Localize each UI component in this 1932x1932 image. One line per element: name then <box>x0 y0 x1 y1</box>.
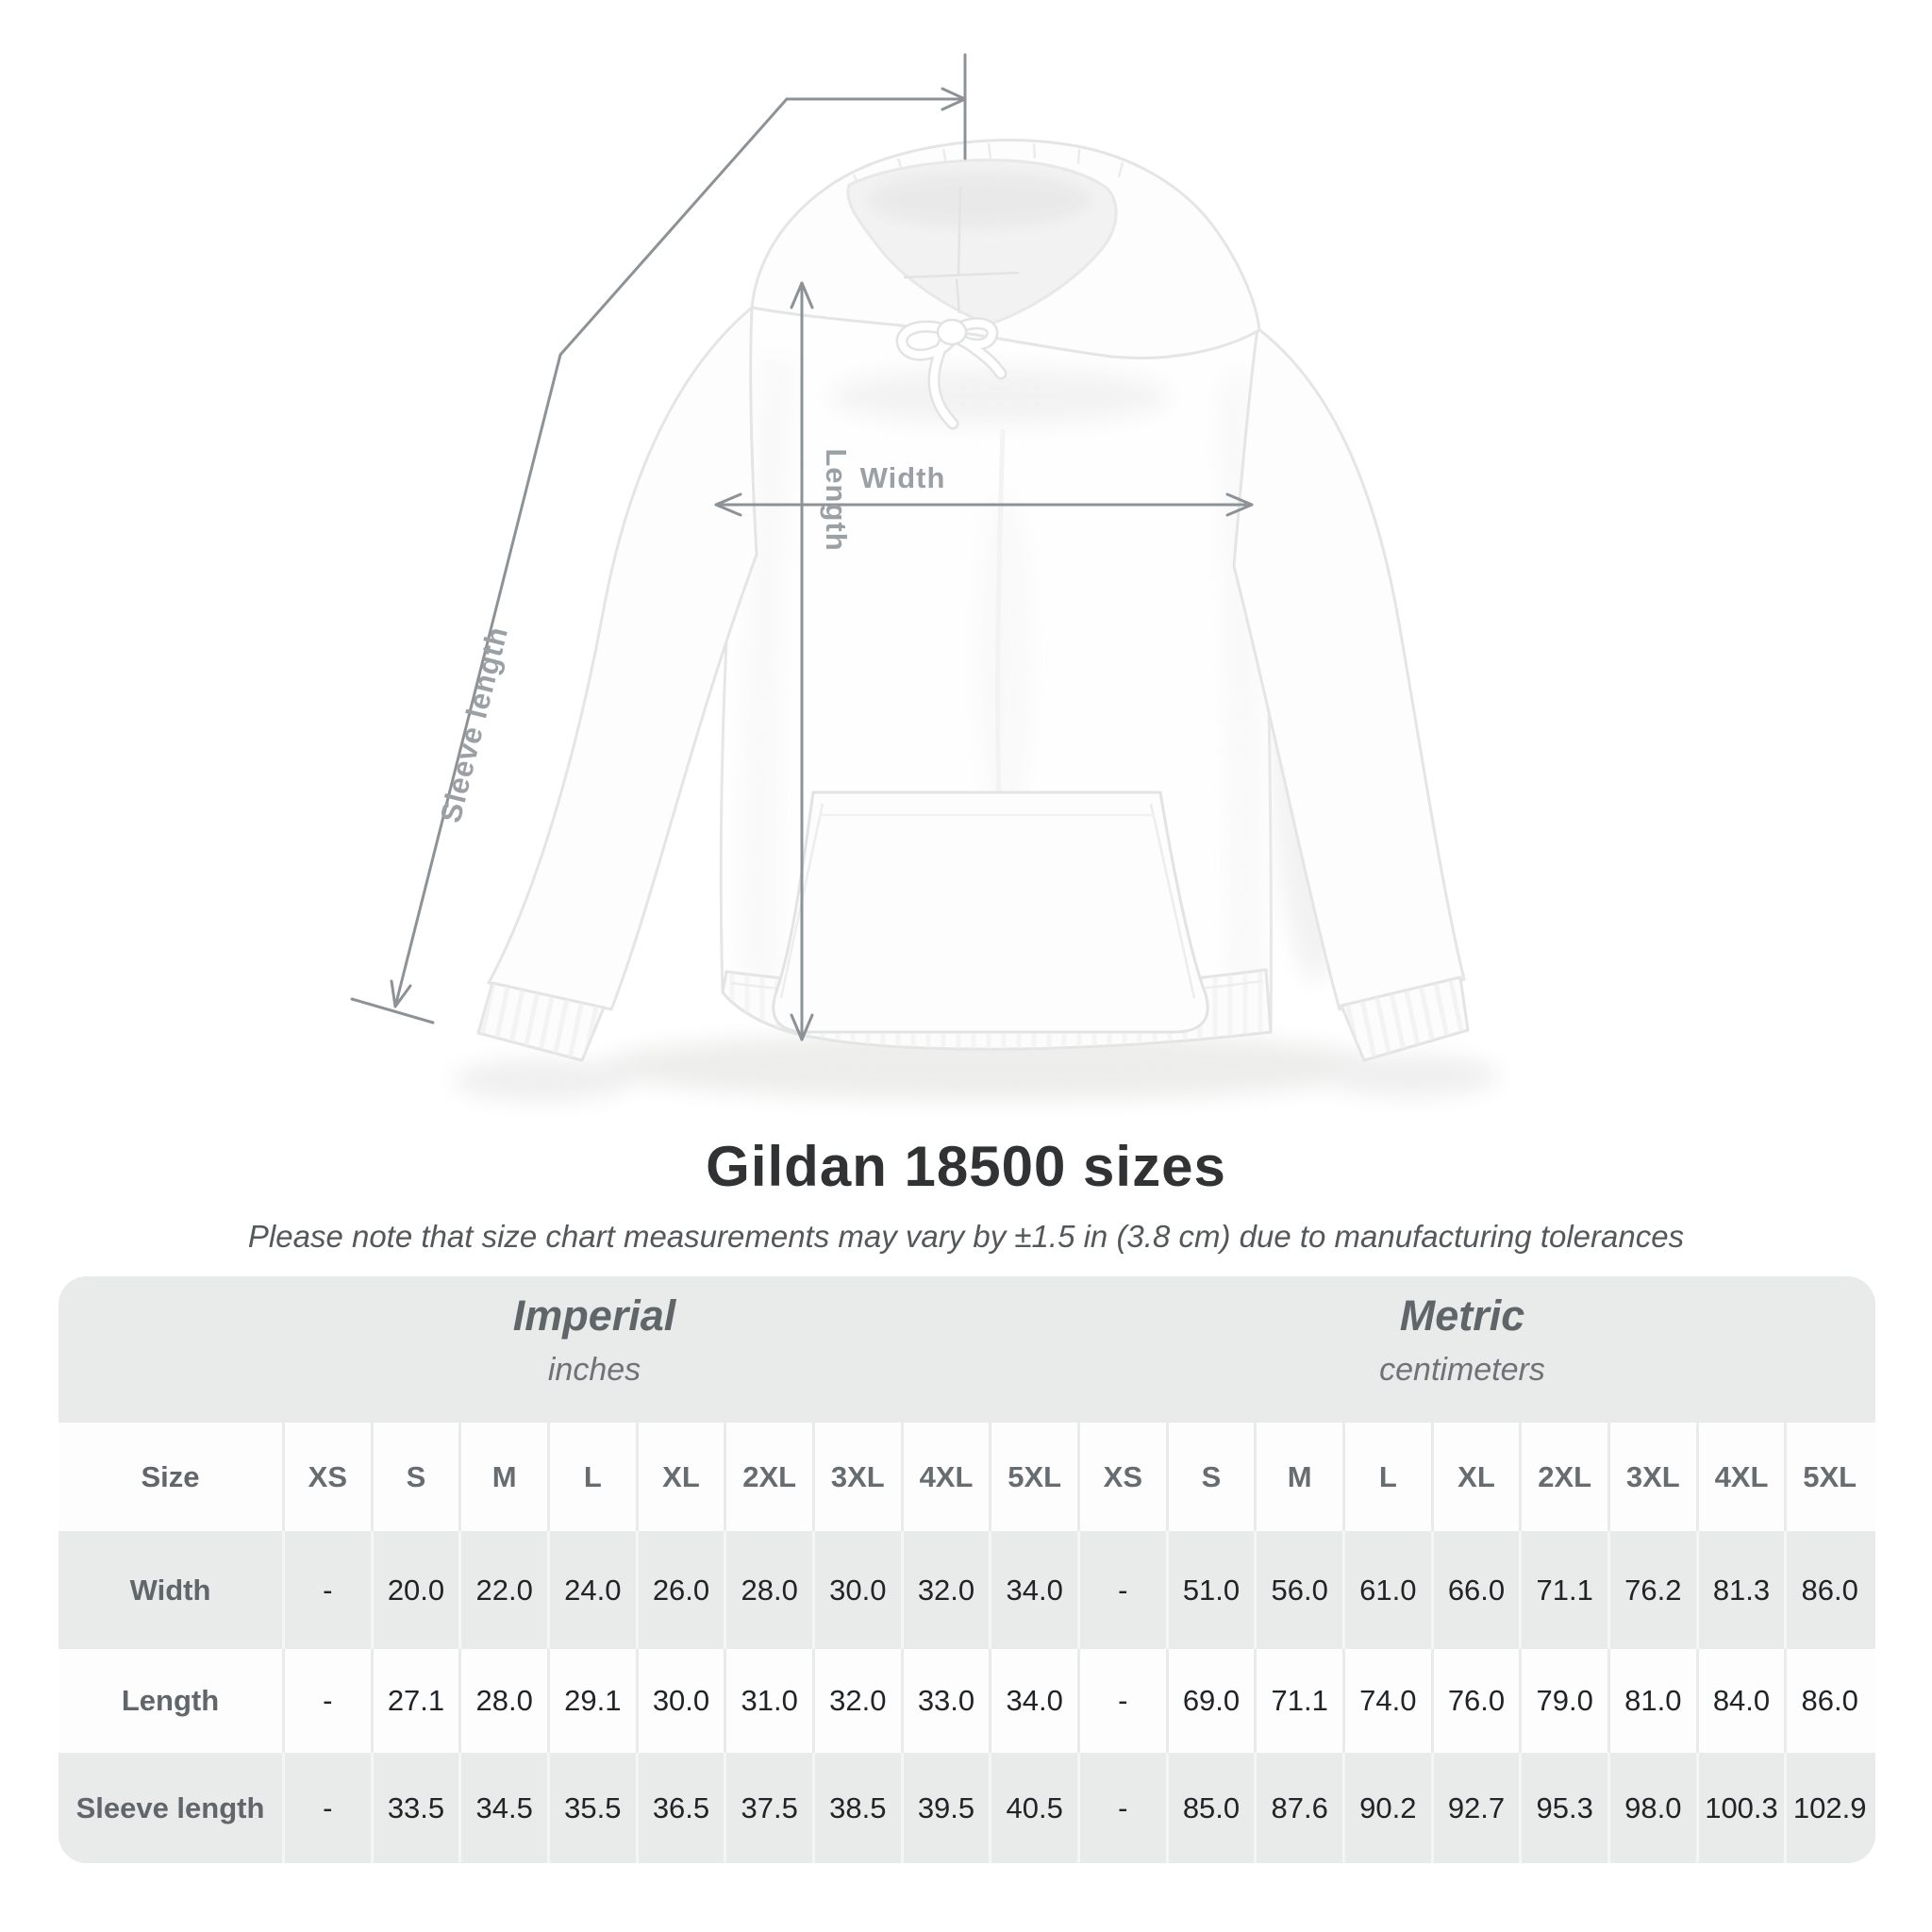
metric-size-col-xl: XL <box>1434 1423 1523 1531</box>
kangaroo-pocket <box>774 792 1208 1032</box>
table-cell: 90.2 <box>1345 1753 1434 1863</box>
table-cell: 81.0 <box>1610 1649 1699 1753</box>
table-cell: - <box>285 1531 374 1649</box>
table-cell: 33.5 <box>374 1753 462 1863</box>
metric-group-header <box>1379 1291 1545 1389</box>
table-cell: 27.1 <box>374 1649 462 1753</box>
row-label: Sleeve length <box>58 1753 285 1863</box>
table-cell: 71.1 <box>1257 1649 1345 1753</box>
table-cell: 86.0 <box>1801 1684 1858 1717</box>
imperial-size-col-4xl: 4XL <box>904 1423 992 1531</box>
table-cell: 31.0 <box>726 1649 815 1753</box>
table-cell: 76.2 <box>1610 1531 1699 1649</box>
table-cell: 102.9 <box>1792 1790 1867 1824</box>
imperial-size-col-2xl: 2XL <box>726 1423 815 1531</box>
table-cell: 30.0 <box>639 1649 727 1753</box>
table-cell: 74.0 <box>1345 1649 1434 1753</box>
table-cell: 66.0 <box>1434 1531 1523 1649</box>
metric-size-col-xs: XS <box>1080 1423 1169 1531</box>
table-cell: 98.0 <box>1610 1753 1699 1863</box>
table-cell: 95.3 <box>1522 1753 1610 1863</box>
table-cell: 28.0 <box>461 1649 550 1753</box>
table-cell: 76.0 <box>1434 1649 1523 1753</box>
table-cell: 22.0 <box>461 1531 550 1649</box>
table-cell: 38.5 <box>815 1753 904 1863</box>
imperial-size-col-l: L <box>550 1423 639 1531</box>
table-cell: 36.5 <box>639 1753 727 1863</box>
table-cell: 34.5 <box>461 1753 550 1863</box>
imperial-label: Imperial <box>512 1291 676 1340</box>
table-cell: 79.0 <box>1522 1649 1610 1753</box>
sleeve-length-annotation-label: Sleeve length <box>433 623 515 826</box>
table-cell: 84.0 <box>1699 1649 1788 1753</box>
table-cell: - <box>285 1753 374 1863</box>
table-cell: 34.0 <box>991 1531 1080 1649</box>
table-row-length <box>58 1649 1875 1753</box>
table-cell: 37.5 <box>726 1753 815 1863</box>
metric-size-col-s: S <box>1169 1423 1257 1531</box>
table-header-row <box>58 1423 1875 1531</box>
table-cell: 100.3 <box>1699 1753 1788 1863</box>
table-cell: - <box>1080 1649 1169 1753</box>
table-cell: 85.0 <box>1169 1753 1257 1863</box>
imperial-size-col-5xl: 5XL <box>991 1423 1080 1531</box>
table-cell: 86.0 <box>1801 1573 1858 1607</box>
table-cell: 34.0 <box>991 1649 1080 1753</box>
metric-unit-label: centimeters <box>1379 1352 1545 1388</box>
table-cell: - <box>285 1649 374 1753</box>
metric-size-col-l: L <box>1345 1423 1434 1531</box>
table-cell: 29.1 <box>550 1649 639 1753</box>
imperial-size-col-s: S <box>374 1423 462 1531</box>
metric-size-col-2xl: 2XL <box>1522 1423 1610 1531</box>
table-cell: 81.3 <box>1699 1531 1788 1649</box>
table-cell: 71.1 <box>1522 1531 1610 1649</box>
table-cell: - <box>1080 1531 1169 1649</box>
imperial-size-col-3xl: 3XL <box>815 1423 904 1531</box>
imperial-group-header <box>513 1291 676 1389</box>
imperial-unit-label: inches <box>547 1352 641 1388</box>
table-cell: 26.0 <box>639 1531 727 1649</box>
unit-group-band <box>58 1276 1875 1423</box>
metric-size-col-4xl: 4XL <box>1699 1423 1788 1531</box>
table-cell: 32.0 <box>904 1531 992 1649</box>
table-cell: - <box>1080 1753 1169 1863</box>
table-cell: 39.5 <box>904 1753 992 1863</box>
table-cell: 40.5 <box>991 1753 1080 1863</box>
table-cell: 32.0 <box>815 1649 904 1753</box>
table-row-sleeve-length <box>58 1753 1875 1863</box>
size-table <box>58 1276 1875 1863</box>
table-cell: 28.0 <box>726 1531 815 1649</box>
table-cell: 69.0 <box>1169 1649 1257 1753</box>
length-annotation-label: Length <box>820 448 853 552</box>
imperial-size-col-xs: XS <box>285 1423 374 1531</box>
table-cell: 24.0 <box>550 1531 639 1649</box>
table-cell: 33.0 <box>904 1649 992 1753</box>
metric-label: Metric <box>1399 1291 1525 1340</box>
table-cell: 35.5 <box>550 1753 639 1863</box>
table-cell: 51.0 <box>1169 1531 1257 1649</box>
page-subtitle: Please note that size chart measurements may vary by ±1.5 in (3.8 cm) due to manufacturing tolerances <box>247 1219 1685 1254</box>
table-row-width <box>58 1531 1875 1649</box>
metric-size-col-m: M <box>1257 1423 1345 1531</box>
metric-size-col-3xl: 3XL <box>1610 1423 1699 1531</box>
imperial-size-col-xl: XL <box>639 1423 727 1531</box>
table-cell: 92.7 <box>1434 1753 1523 1863</box>
width-annotation-label: Width <box>859 461 946 494</box>
table-cell: 30.0 <box>815 1531 904 1649</box>
imperial-size-col-m: M <box>461 1423 550 1531</box>
left-sleeve <box>489 308 757 1009</box>
table-cell: 20.0 <box>374 1531 462 1649</box>
row-label: Width <box>58 1531 285 1649</box>
row-label: Length <box>58 1649 285 1753</box>
table-cell: 87.6 <box>1257 1753 1345 1863</box>
metric-size-col-5xl: 5XL <box>1803 1459 1857 1493</box>
table-cell: 56.0 <box>1257 1531 1345 1649</box>
size-corner-header: Size <box>58 1423 285 1531</box>
page-title: Gildan 18500 sizes <box>706 1135 1226 1198</box>
table-cell: 61.0 <box>1345 1531 1434 1649</box>
